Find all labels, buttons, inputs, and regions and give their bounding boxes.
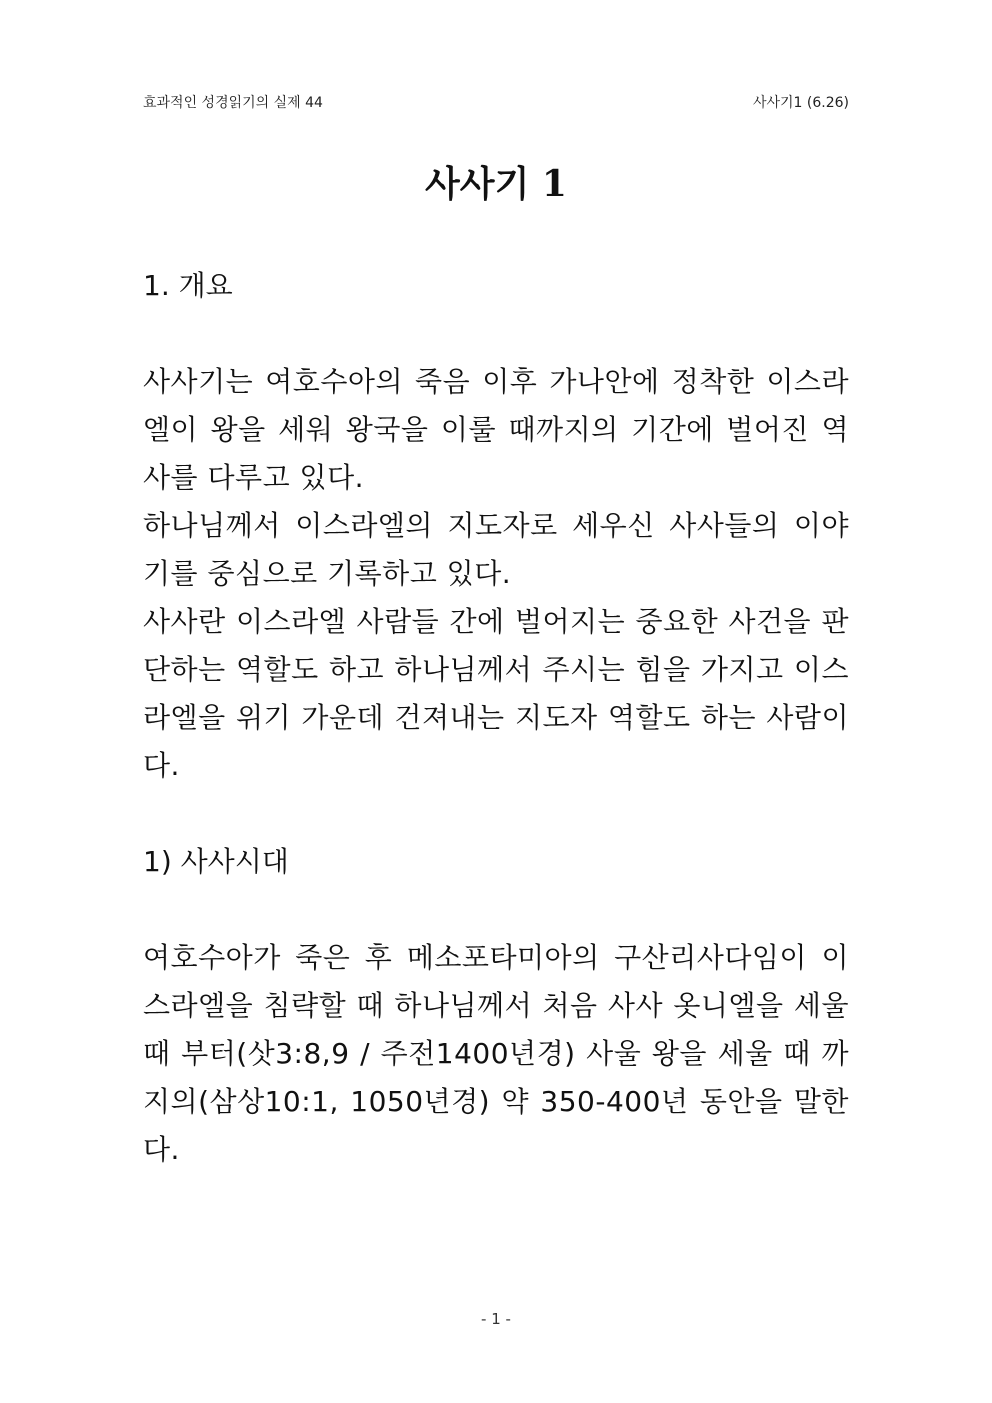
paragraph: 사사란 이스라엘 사람들 간에 벌어지는 중요한 사건을 판단하는 역할도 하고 하나님께서 주시는 힘을 가지고 이스라엘을 위기 가운데 건져내는 지도자 역할도 하는 사람이다. — [143, 605, 849, 782]
section-heading-overview: 1. 개요 — [143, 269, 233, 302]
header-chapter-date: 사사기1 (6.26) — [752, 95, 849, 111]
section-heading-judges-era: 1) 사사시대 — [143, 845, 289, 878]
header-book-title: 효과적인 성경읽기의 실제 44 — [143, 95, 323, 111]
document-body — [143, 262, 849, 1174]
spacer — [143, 790, 849, 838]
spacer — [143, 310, 849, 358]
document-title: 사사기 1 — [425, 163, 567, 205]
paragraph: 여호수아가 죽은 후 메소포타미아의 구산리사다임이 이스라엘을 침략할 때 하나님께서 처음 사사 옷니엘을 세울 때 부터(삿3:8,9 / 주전1400년경) 사울 왕을 세울 때 까지의(삼상10:1, 1050년경) 약 350-400년 동안을 말한다. — [143, 941, 849, 1166]
paragraph: 사사기는 여호수아의 죽음 이후 가나안에 정착한 이스라엘이 왕을 세워 왕국을 이룰 때까지의 기간에 벌어진 역사를 다루고 있다. — [143, 365, 849, 494]
page-header — [143, 92, 849, 112]
paragraph: 하나님께서 이스라엘의 지도자로 세우신 사사들의 이야기를 중심으로 기록하고 있다. — [143, 509, 849, 590]
spacer — [143, 886, 849, 934]
page-number: - 1 - — [481, 1310, 511, 1328]
